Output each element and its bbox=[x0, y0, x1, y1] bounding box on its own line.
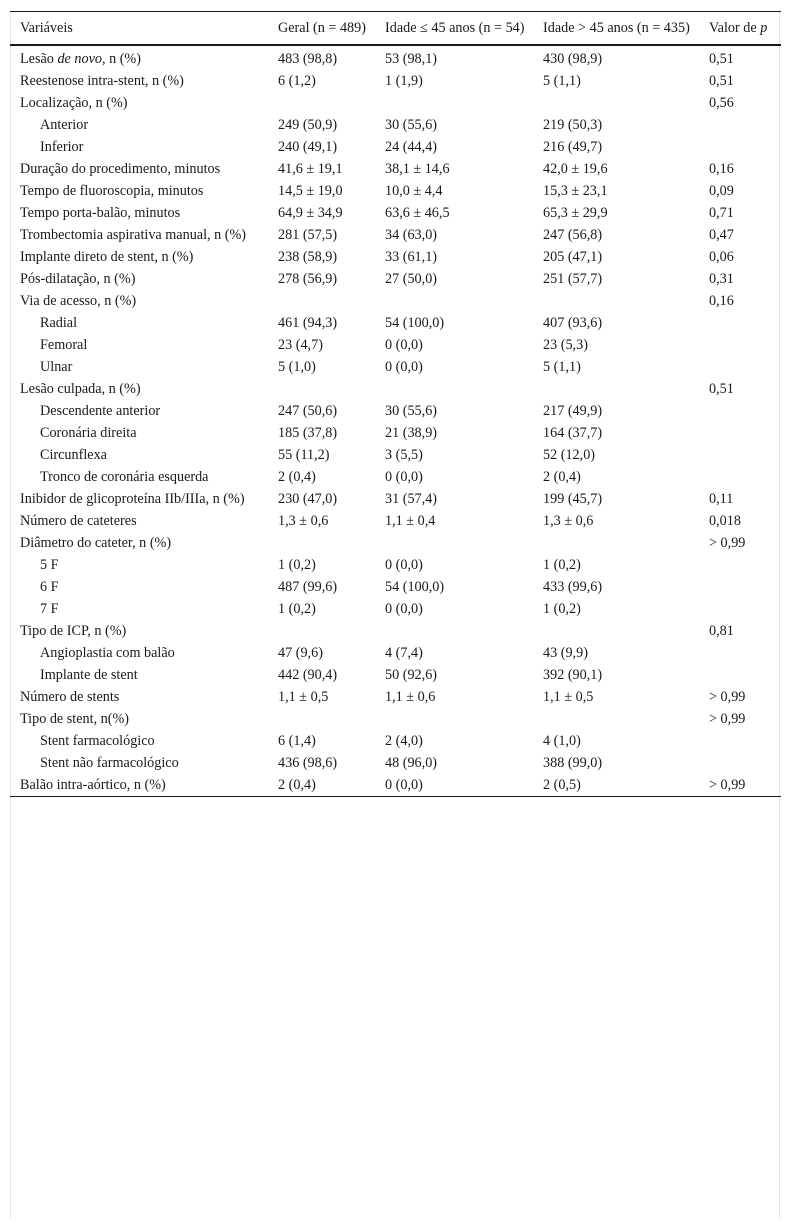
cell-age-le-45: 0 (0,0) bbox=[385, 469, 423, 485]
header-age-le-45: Idade ≤ 45 anos (n = 54) bbox=[385, 20, 525, 36]
cell-overall: 14,5 ± 19,0 bbox=[278, 183, 343, 199]
cell-age-gt-45: 407 (93,6) bbox=[543, 315, 603, 331]
cell-age-gt-45: 2 (0,4) bbox=[543, 469, 581, 485]
cell-age-le-45: 10,0 ± 4,4 bbox=[385, 183, 443, 199]
row-label: Stent não farmacológico bbox=[40, 755, 179, 771]
cell-p-value bbox=[699, 642, 781, 664]
cell-age-le-45: 50 (92,6) bbox=[385, 667, 438, 683]
cell-age-gt-45: 42,0 ± 19,6 bbox=[543, 161, 608, 177]
row-label: 5 F bbox=[40, 557, 59, 573]
cell-p-value: 0,47 bbox=[709, 227, 734, 243]
cell-overall: 238 (58,9) bbox=[278, 249, 338, 265]
row-label: Femoral bbox=[40, 337, 88, 353]
table-row bbox=[10, 136, 781, 158]
cell-age-gt-45: 2 (0,5) bbox=[543, 777, 581, 793]
row-label: Coronária direita bbox=[40, 425, 137, 441]
cell-age-gt-45 bbox=[533, 92, 699, 114]
cell-p-value: 0,56 bbox=[709, 95, 734, 111]
header-p-value bbox=[699, 12, 781, 46]
cell-p-value bbox=[699, 400, 781, 422]
cell-p-value: > 0,99 bbox=[709, 711, 746, 727]
table-row bbox=[10, 334, 781, 356]
cell-age-le-45: 33 (61,1) bbox=[385, 249, 438, 265]
cell-age-le-45: 0 (0,0) bbox=[385, 557, 423, 573]
cell-p-value: 0,71 bbox=[709, 205, 734, 221]
cell-age-gt-45: 1 (0,2) bbox=[543, 601, 581, 617]
cell-age-gt-45: 388 (99,0) bbox=[543, 755, 603, 771]
cell-p-value: 0,51 bbox=[709, 51, 734, 67]
cell-overall: 55 (11,2) bbox=[278, 447, 330, 463]
cell-age-gt-45: 5 (1,1) bbox=[543, 359, 581, 375]
cell-age-le-45: 4 (7,4) bbox=[385, 645, 423, 661]
cell-overall bbox=[268, 92, 375, 114]
row-label: Tipo de stent, n(%) bbox=[20, 711, 130, 727]
cell-p-value bbox=[699, 664, 781, 686]
cell-age-gt-45: 205 (47,1) bbox=[543, 249, 603, 265]
cell-overall: 2 (0,4) bbox=[278, 469, 316, 485]
cell-age-gt-45: 5 (1,1) bbox=[543, 73, 581, 89]
cell-age-gt-45: 392 (90,1) bbox=[543, 667, 603, 683]
table-row bbox=[10, 598, 781, 620]
cell-age-gt-45: 15,3 ± 23,1 bbox=[543, 183, 608, 199]
table-row bbox=[10, 752, 781, 774]
cell-overall: 41,6 ± 19,1 bbox=[278, 161, 343, 177]
row-label-part: Lesão bbox=[20, 51, 58, 67]
row-label: Pós-dilatação, n (%) bbox=[20, 271, 136, 287]
cell-overall: 1 (0,2) bbox=[278, 557, 316, 573]
row-label: 6 F bbox=[40, 579, 59, 595]
row-label: Inferior bbox=[40, 139, 84, 155]
header-p-value-prefix: Valor de bbox=[709, 20, 757, 36]
cell-overall: 1 (0,2) bbox=[278, 601, 316, 617]
table-row bbox=[10, 466, 781, 488]
cell-p-value bbox=[699, 334, 781, 356]
cell-p-value bbox=[699, 554, 781, 576]
table-row bbox=[10, 45, 781, 70]
table-row bbox=[10, 642, 781, 664]
cell-age-le-45: 31 (57,4) bbox=[385, 491, 438, 507]
cell-overall: 278 (56,9) bbox=[278, 271, 338, 287]
table-row bbox=[10, 312, 781, 334]
table-row bbox=[10, 686, 781, 708]
table-row bbox=[10, 730, 781, 752]
cell-age-le-45: 1,1 ± 0,4 bbox=[385, 513, 436, 529]
row-label: Implante direto de stent, n (%) bbox=[20, 249, 194, 265]
cell-age-gt-45: 1 (0,2) bbox=[543, 557, 581, 573]
cell-age-le-45: 38,1 ± 14,6 bbox=[385, 161, 450, 177]
cell-age-le-45: 0 (0,0) bbox=[385, 601, 423, 617]
cell-overall: 240 (49,1) bbox=[278, 139, 338, 155]
cell-age-le-45: 24 (44,4) bbox=[385, 139, 438, 155]
cell-age-gt-45: 199 (45,7) bbox=[543, 491, 603, 507]
cell-age-gt-45: 4 (1,0) bbox=[543, 733, 581, 749]
cell-overall: 249 (50,9) bbox=[278, 117, 338, 133]
cell-age-gt-45 bbox=[533, 290, 699, 312]
cell-age-le-45: 48 (96,0) bbox=[385, 755, 438, 771]
cell-p-value: 0,31 bbox=[709, 271, 734, 287]
header-p-value-symbol: p bbox=[760, 20, 768, 36]
cell-p-value: > 0,99 bbox=[709, 689, 746, 705]
cell-p-value bbox=[699, 598, 781, 620]
cell-age-le-45: 27 (50,0) bbox=[385, 271, 438, 287]
table-row bbox=[10, 488, 781, 510]
cell-age-gt-45 bbox=[533, 378, 699, 400]
table-row bbox=[10, 180, 781, 202]
cell-age-le-45: 2 (4,0) bbox=[385, 733, 423, 749]
row-label: Ulnar bbox=[40, 359, 73, 375]
table-row bbox=[10, 664, 781, 686]
cell-p-value: 0,06 bbox=[709, 249, 734, 265]
table-body bbox=[10, 45, 781, 797]
cell-age-gt-45: 433 (99,6) bbox=[543, 579, 603, 595]
cell-p-value: 0,09 bbox=[709, 183, 734, 199]
cell-age-gt-45: 1,1 ± 0,5 bbox=[543, 689, 594, 705]
cell-overall: 461 (94,3) bbox=[278, 315, 338, 331]
cell-age-le-45: 63,6 ± 46,5 bbox=[385, 205, 450, 221]
row-label: Descendente anterior bbox=[40, 403, 161, 419]
cell-overall bbox=[268, 708, 375, 730]
row-label: Stent farmacológico bbox=[40, 733, 155, 749]
cell-overall: 281 (57,5) bbox=[278, 227, 338, 243]
row-label: Tempo porta-balão, minutos bbox=[20, 205, 181, 221]
cell-p-value: > 0,99 bbox=[709, 777, 746, 793]
row-label: Tronco de coronária esquerda bbox=[40, 469, 209, 485]
row-label bbox=[10, 45, 268, 70]
cell-p-value bbox=[699, 356, 781, 378]
cell-age-gt-45: 251 (57,7) bbox=[543, 271, 603, 287]
cell-age-gt-45: 217 (49,9) bbox=[543, 403, 603, 419]
table-row bbox=[10, 422, 781, 444]
cell-p-value: 0,81 bbox=[709, 623, 734, 639]
cell-p-value bbox=[699, 444, 781, 466]
table-header bbox=[10, 12, 781, 46]
cell-age-gt-45 bbox=[533, 532, 699, 554]
cell-p-value: 0,16 bbox=[709, 161, 734, 177]
cell-overall bbox=[268, 290, 375, 312]
row-label: Tempo de fluoroscopia, minutos bbox=[20, 183, 204, 199]
cell-age-le-45: 54 (100,0) bbox=[385, 315, 445, 331]
cell-age-gt-45: 23 (5,3) bbox=[543, 337, 588, 353]
cell-p-value bbox=[699, 752, 781, 774]
table-row bbox=[10, 158, 781, 180]
table-row bbox=[10, 400, 781, 422]
table-row bbox=[10, 70, 781, 92]
cell-overall: 247 (50,6) bbox=[278, 403, 338, 419]
header-row bbox=[10, 12, 781, 46]
table-row bbox=[10, 708, 781, 730]
cell-age-le-45: 3 (5,5) bbox=[385, 447, 423, 463]
row-label: Anterior bbox=[40, 117, 89, 133]
header-age-gt-45: Idade > 45 anos (n = 435) bbox=[543, 20, 690, 36]
cell-age-gt-45: 216 (49,7) bbox=[543, 139, 603, 155]
cell-overall: 2 (0,4) bbox=[278, 777, 316, 793]
table-row bbox=[10, 246, 781, 268]
table-row bbox=[10, 774, 781, 797]
table-row bbox=[10, 114, 781, 136]
cell-p-value bbox=[699, 136, 781, 158]
cell-overall: 1,1 ± 0,5 bbox=[278, 689, 329, 705]
row-label: Circunflexa bbox=[40, 447, 107, 463]
cell-age-gt-45 bbox=[533, 620, 699, 642]
cell-overall: 47 (9,6) bbox=[278, 645, 323, 661]
row-label: Número de stents bbox=[20, 689, 120, 705]
cell-age-le-45 bbox=[375, 378, 533, 400]
cell-age-le-45: 0 (0,0) bbox=[385, 337, 423, 353]
cell-p-value bbox=[699, 114, 781, 136]
row-label: Lesão culpada, n (%) bbox=[20, 381, 141, 397]
header-overall: Geral (n = 489) bbox=[278, 20, 366, 36]
cell-p-value: 0,11 bbox=[709, 491, 734, 507]
cell-age-gt-45: 219 (50,3) bbox=[543, 117, 603, 133]
cell-age-le-45 bbox=[375, 290, 533, 312]
cell-overall: 436 (98,6) bbox=[278, 755, 338, 771]
cell-p-value bbox=[699, 730, 781, 752]
row-label-part: , n (%) bbox=[101, 51, 141, 67]
procedure-data-table bbox=[10, 11, 781, 797]
cell-overall: 483 (98,8) bbox=[278, 51, 338, 67]
cell-overall: 5 (1,0) bbox=[278, 359, 316, 375]
cell-overall: 23 (4,7) bbox=[278, 337, 323, 353]
cell-overall: 6 (1,4) bbox=[278, 733, 316, 749]
cell-overall: 487 (99,6) bbox=[278, 579, 338, 595]
cell-age-le-45: 0 (0,0) bbox=[385, 359, 423, 375]
cell-age-le-45: 30 (55,6) bbox=[385, 403, 438, 419]
row-label: Via de acesso, n (%) bbox=[20, 293, 137, 309]
cell-overall: 1,3 ± 0,6 bbox=[278, 513, 329, 529]
table-row bbox=[10, 224, 781, 246]
header-variables: Variáveis bbox=[20, 20, 73, 36]
cell-p-value bbox=[699, 422, 781, 444]
cell-age-le-45 bbox=[375, 708, 533, 730]
table-row bbox=[10, 444, 781, 466]
cell-age-gt-45: 1,3 ± 0,6 bbox=[543, 513, 594, 529]
table-row bbox=[10, 202, 781, 224]
cell-age-gt-45: 247 (56,8) bbox=[543, 227, 603, 243]
cell-age-le-45 bbox=[375, 620, 533, 642]
row-label: Número de cateteres bbox=[20, 513, 137, 529]
row-label: Angioplastia com balão bbox=[40, 645, 175, 661]
cell-age-le-45 bbox=[375, 92, 533, 114]
cell-age-le-45: 21 (38,9) bbox=[385, 425, 438, 441]
row-label-part: de novo bbox=[57, 51, 102, 67]
row-label: Radial bbox=[40, 315, 78, 331]
table-row bbox=[10, 92, 781, 114]
row-label: Localização, n (%) bbox=[20, 95, 128, 111]
row-label: Balão intra-aórtico, n (%) bbox=[20, 777, 166, 793]
table-row bbox=[10, 290, 781, 312]
cell-age-le-45: 1 (1,9) bbox=[385, 73, 423, 89]
cell-overall bbox=[268, 620, 375, 642]
cell-p-value: 0,16 bbox=[709, 293, 734, 309]
cell-age-gt-45: 43 (9,9) bbox=[543, 645, 588, 661]
cell-overall: 230 (47,0) bbox=[278, 491, 338, 507]
cell-age-gt-45: 52 (12,0) bbox=[543, 447, 596, 463]
cell-overall: 6 (1,2) bbox=[278, 73, 316, 89]
cell-overall: 64,9 ± 34,9 bbox=[278, 205, 343, 221]
cell-p-value: 0,018 bbox=[709, 513, 741, 529]
row-label: Trombectomia aspirativa manual, n (%) bbox=[20, 227, 247, 243]
cell-age-le-45 bbox=[375, 532, 533, 554]
cell-age-le-45: 53 (98,1) bbox=[385, 51, 438, 67]
cell-p-value: > 0,99 bbox=[709, 535, 746, 551]
row-label: Tipo de ICP, n (%) bbox=[20, 623, 127, 639]
table-row bbox=[10, 576, 781, 598]
cell-age-le-45: 30 (55,6) bbox=[385, 117, 438, 133]
table-row bbox=[10, 510, 781, 532]
table-row bbox=[10, 268, 781, 290]
row-label: Reestenose intra-stent, n (%) bbox=[20, 73, 184, 89]
cell-age-le-45: 54 (100,0) bbox=[385, 579, 445, 595]
row-label: Diâmetro do cateter, n (%) bbox=[20, 535, 172, 551]
cell-age-gt-45: 65,3 ± 29,9 bbox=[543, 205, 608, 221]
cell-age-le-45: 34 (63,0) bbox=[385, 227, 438, 243]
table-row bbox=[10, 378, 781, 400]
cell-age-le-45: 0 (0,0) bbox=[385, 777, 423, 793]
cell-p-value: 0,51 bbox=[709, 381, 734, 397]
cell-overall bbox=[268, 532, 375, 554]
table-row bbox=[10, 620, 781, 642]
cell-age-gt-45: 164 (37,7) bbox=[543, 425, 603, 441]
row-label: Inibidor de glicoproteína IIb/IIIa, n (%) bbox=[20, 491, 245, 507]
cell-overall bbox=[268, 378, 375, 400]
cell-age-le-45: 1,1 ± 0,6 bbox=[385, 689, 436, 705]
table-row bbox=[10, 532, 781, 554]
cell-p-value bbox=[699, 312, 781, 334]
cell-overall: 442 (90,4) bbox=[278, 667, 338, 683]
table-row bbox=[10, 554, 781, 576]
row-label: 7 F bbox=[40, 601, 59, 617]
table-row bbox=[10, 356, 781, 378]
cell-age-gt-45 bbox=[533, 708, 699, 730]
row-label: Duração do procedimento, minutos bbox=[20, 161, 221, 177]
cell-overall: 185 (37,8) bbox=[278, 425, 338, 441]
row-label: Implante de stent bbox=[40, 667, 138, 683]
cell-p-value bbox=[699, 466, 781, 488]
cell-p-value: 0,51 bbox=[709, 73, 734, 89]
cell-age-gt-45: 430 (98,9) bbox=[543, 51, 603, 67]
cell-p-value bbox=[699, 576, 781, 598]
